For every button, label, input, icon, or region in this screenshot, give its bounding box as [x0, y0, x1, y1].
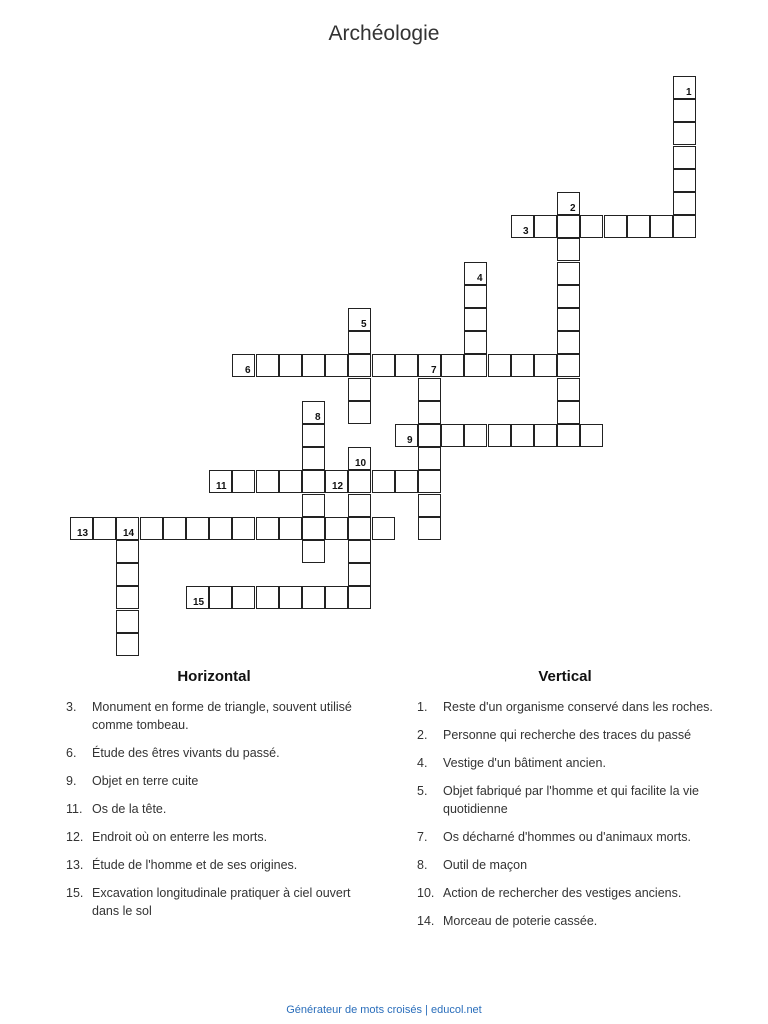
- crossword-cell[interactable]: [348, 470, 371, 493]
- horizontal-clue: [66, 772, 366, 790]
- clue-number-label: 2: [570, 203, 576, 214]
- crossword-cell[interactable]: [116, 633, 139, 656]
- clue-number-label: 3: [523, 226, 529, 237]
- vertical-clue: [417, 912, 717, 930]
- crossword-cell[interactable]: [256, 354, 279, 377]
- crossword-cell[interactable]: [418, 354, 441, 377]
- clue-text: Os de la tête.: [92, 802, 167, 816]
- vertical-heading: Vertical: [538, 668, 592, 685]
- crossword-cell[interactable]: [557, 285, 580, 308]
- horizontal-clue: [66, 856, 366, 874]
- clue-number: 11.: [66, 802, 83, 816]
- crossword-cell[interactable]: [557, 424, 580, 447]
- clue-number: 7.: [417, 830, 428, 844]
- crossword-cell[interactable]: [418, 517, 441, 540]
- crossword-cell[interactable]: [418, 470, 441, 493]
- crossword-cell[interactable]: [534, 354, 557, 377]
- clue-number-label: 15: [193, 597, 205, 608]
- clue-number-label: 11: [216, 481, 227, 492]
- crossword-cell[interactable]: [348, 586, 371, 609]
- crossword-cell[interactable]: [116, 586, 139, 609]
- generator-link[interactable]: Générateur de mots croisés: [286, 1004, 422, 1016]
- crossword-cell[interactable]: [348, 354, 371, 377]
- clue-number: 10.: [417, 886, 435, 900]
- crossword-cell[interactable]: [232, 586, 255, 609]
- crossword-cell[interactable]: [557, 378, 580, 401]
- crossword-cell[interactable]: [650, 215, 673, 238]
- crossword-cell[interactable]: [348, 331, 371, 354]
- crossword-cell[interactable]: [372, 354, 395, 377]
- horizontal-clue: [66, 800, 366, 818]
- crossword-cell[interactable]: [511, 424, 534, 447]
- crossword-cell[interactable]: [325, 586, 348, 609]
- crossword-cell[interactable]: [279, 354, 302, 377]
- crossword-cell[interactable]: [580, 215, 603, 238]
- clue-text: Personne qui recherche des traces du passé: [443, 728, 692, 742]
- crossword-cell[interactable]: [302, 494, 325, 517]
- clue-text: Étude des êtres vivants du passé.: [92, 746, 280, 760]
- crossword-cell[interactable]: [604, 215, 627, 238]
- clue-text: Outil de maçon: [443, 858, 528, 872]
- horizontal-clue: [66, 744, 366, 762]
- footer: [0, 1004, 768, 1016]
- crossword-cell[interactable]: [140, 517, 163, 540]
- crossword-cell[interactable]: [673, 76, 696, 99]
- crossword-cell[interactable]: [464, 354, 487, 377]
- crossword-cell[interactable]: [302, 447, 325, 470]
- horizontal-clue: [66, 828, 366, 846]
- crossword-cell[interactable]: [302, 424, 325, 447]
- clue-number: 5.: [417, 784, 428, 798]
- crossword-cell[interactable]: [256, 470, 279, 493]
- horizontal-clue: [66, 884, 366, 920]
- vertical-clues-list: [417, 698, 717, 940]
- crossword-cell[interactable]: [488, 424, 511, 447]
- crossword-cell[interactable]: [441, 424, 464, 447]
- crossword-cell[interactable]: [673, 99, 696, 122]
- crossword-cell[interactable]: [673, 146, 696, 169]
- crossword-cell[interactable]: [116, 610, 139, 633]
- clue-number: 15.: [66, 886, 84, 900]
- clue-number-label: 1: [686, 87, 692, 98]
- crossword-cell[interactable]: [348, 378, 371, 401]
- crossword-cell[interactable]: [464, 262, 487, 285]
- crossword-cell[interactable]: [418, 401, 441, 424]
- crossword-cell[interactable]: [209, 586, 232, 609]
- crossword-cell[interactable]: [673, 192, 696, 215]
- crossword-cell[interactable]: [395, 470, 418, 493]
- crossword-cell[interactable]: [557, 354, 580, 377]
- crossword-cell[interactable]: [116, 563, 139, 586]
- crossword-cell[interactable]: [557, 308, 580, 331]
- vertical-clue: [417, 726, 717, 744]
- crossword-cell[interactable]: [348, 517, 371, 540]
- crossword-cell[interactable]: [302, 540, 325, 563]
- crossword-cell[interactable]: [557, 238, 580, 261]
- clue-number: 14.: [417, 914, 435, 928]
- crossword-cell[interactable]: [302, 401, 325, 424]
- clue-text: Morceau de poterie cassée.: [443, 914, 598, 928]
- clue-text: Monument en forme de triangle, souvent utilisé comme tombeau.: [92, 700, 352, 732]
- crossword-cell[interactable]: [348, 308, 371, 331]
- crossword-cell[interactable]: [302, 517, 325, 540]
- crossword-cell[interactable]: [464, 424, 487, 447]
- clue-number: 8.: [417, 858, 428, 872]
- crossword-cell[interactable]: [372, 470, 395, 493]
- clue-number: 1.: [417, 700, 428, 714]
- crossword-cell[interactable]: [673, 169, 696, 192]
- clue-number-label: 6: [245, 365, 251, 376]
- crossword-cell[interactable]: [534, 215, 557, 238]
- crossword-cell[interactable]: [348, 401, 371, 424]
- crossword-cell[interactable]: [580, 424, 603, 447]
- crossword-cell[interactable]: [302, 470, 325, 493]
- clue-number: 13.: [66, 858, 84, 872]
- vertical-clue: [417, 754, 717, 772]
- crossword-cell[interactable]: [302, 586, 325, 609]
- clue-number: 9.: [66, 774, 77, 788]
- crossword-cell[interactable]: [488, 354, 511, 377]
- vertical-clue: [417, 884, 717, 902]
- clue-number-label: 9: [407, 435, 413, 446]
- clue-text: Os décharné d'hommes ou d'animaux morts.: [443, 830, 691, 844]
- crossword-cell[interactable]: [464, 331, 487, 354]
- clue-number-label: 12: [332, 481, 344, 492]
- horizontal-clue: [66, 698, 366, 734]
- crossword-cell[interactable]: [209, 517, 232, 540]
- clue-text: Reste d'un organisme conservé dans les roches.: [443, 700, 713, 714]
- crossword-cell[interactable]: [673, 122, 696, 145]
- crossword-cell[interactable]: [395, 354, 418, 377]
- crossword-cell[interactable]: [348, 540, 371, 563]
- crossword-cell[interactable]: [534, 424, 557, 447]
- crossword-cell[interactable]: [279, 586, 302, 609]
- footer-separator: |: [425, 1004, 428, 1016]
- crossword-cell[interactable]: [325, 354, 348, 377]
- horizontal-heading: Horizontal: [177, 668, 251, 685]
- crossword-cell[interactable]: [372, 517, 395, 540]
- clue-text: Action de rechercher des vestiges anciens.: [443, 886, 682, 900]
- crossword-cell[interactable]: [302, 354, 325, 377]
- crossword-cell[interactable]: [627, 215, 650, 238]
- clue-text: Endroit où on enterre les morts.: [92, 830, 268, 844]
- clue-number: 4.: [417, 756, 428, 770]
- clue-text: Objet en terre cuite: [92, 774, 199, 788]
- clue-text: Étude de l'homme et de ses origines.: [92, 858, 298, 872]
- vertical-clue: [417, 828, 717, 846]
- crossword-cell[interactable]: [464, 285, 487, 308]
- crossword-cell[interactable]: [557, 331, 580, 354]
- crossword-cell[interactable]: [232, 517, 255, 540]
- clue-number: 3.: [66, 700, 77, 714]
- clue-number: 2.: [417, 728, 428, 742]
- crossword-cell[interactable]: [557, 192, 580, 215]
- crossword-cell[interactable]: [232, 354, 255, 377]
- vertical-clue: [417, 698, 717, 716]
- crossword-cell[interactable]: [418, 378, 441, 401]
- crossword-cell[interactable]: [348, 563, 371, 586]
- crossword-cell[interactable]: [279, 517, 302, 540]
- crossword-cell[interactable]: [325, 517, 348, 540]
- vertical-clue: [417, 856, 717, 874]
- clue-text: Objet fabriqué par l'homme et qui facilite la vie quotidienne: [443, 784, 699, 816]
- crossword-cell[interactable]: [256, 517, 279, 540]
- clue-number-label: 4: [477, 273, 483, 284]
- crossword-cell[interactable]: [673, 215, 696, 238]
- crossword-cell[interactable]: [186, 517, 209, 540]
- crossword-cell[interactable]: [557, 401, 580, 424]
- clue-number-label: 14: [123, 528, 135, 539]
- crossword-cell[interactable]: [464, 308, 487, 331]
- clue-number-label: 8: [315, 412, 321, 423]
- crossword-cell[interactable]: [511, 354, 534, 377]
- clue-number-label: 13: [77, 528, 89, 539]
- clue-text: Vestige d'un bâtiment ancien.: [443, 756, 606, 770]
- crossword-cell[interactable]: [232, 470, 255, 493]
- site-link[interactable]: educol.net: [430, 1004, 482, 1016]
- crossword-cell[interactable]: [418, 447, 441, 470]
- crossword-cell[interactable]: [557, 215, 580, 238]
- crossword-cell[interactable]: [441, 354, 464, 377]
- clue-number: 12.: [66, 830, 84, 844]
- clue-number: 6.: [66, 746, 77, 760]
- crossword-cell[interactable]: [256, 586, 279, 609]
- crossword-cell[interactable]: [116, 540, 139, 563]
- clue-number-label: 10: [355, 458, 367, 469]
- horizontal-clues-list: [66, 698, 366, 930]
- crossword-cell[interactable]: [418, 494, 441, 517]
- clue-text: Excavation longitudinale pratiquer à ciel ouvert dans le sol: [92, 886, 351, 918]
- vertical-clue: [417, 782, 717, 818]
- crossword-cell[interactable]: [557, 262, 580, 285]
- crossword-cell[interactable]: [348, 494, 371, 517]
- clue-number-label: 5: [361, 319, 367, 330]
- crossword-cell[interactable]: [93, 517, 116, 540]
- page-title: Archéologie: [328, 22, 440, 45]
- crossword-cell[interactable]: [163, 517, 186, 540]
- clue-number-label: 7: [431, 365, 437, 376]
- crossword-cell[interactable]: [279, 470, 302, 493]
- crossword-cell[interactable]: [418, 424, 441, 447]
